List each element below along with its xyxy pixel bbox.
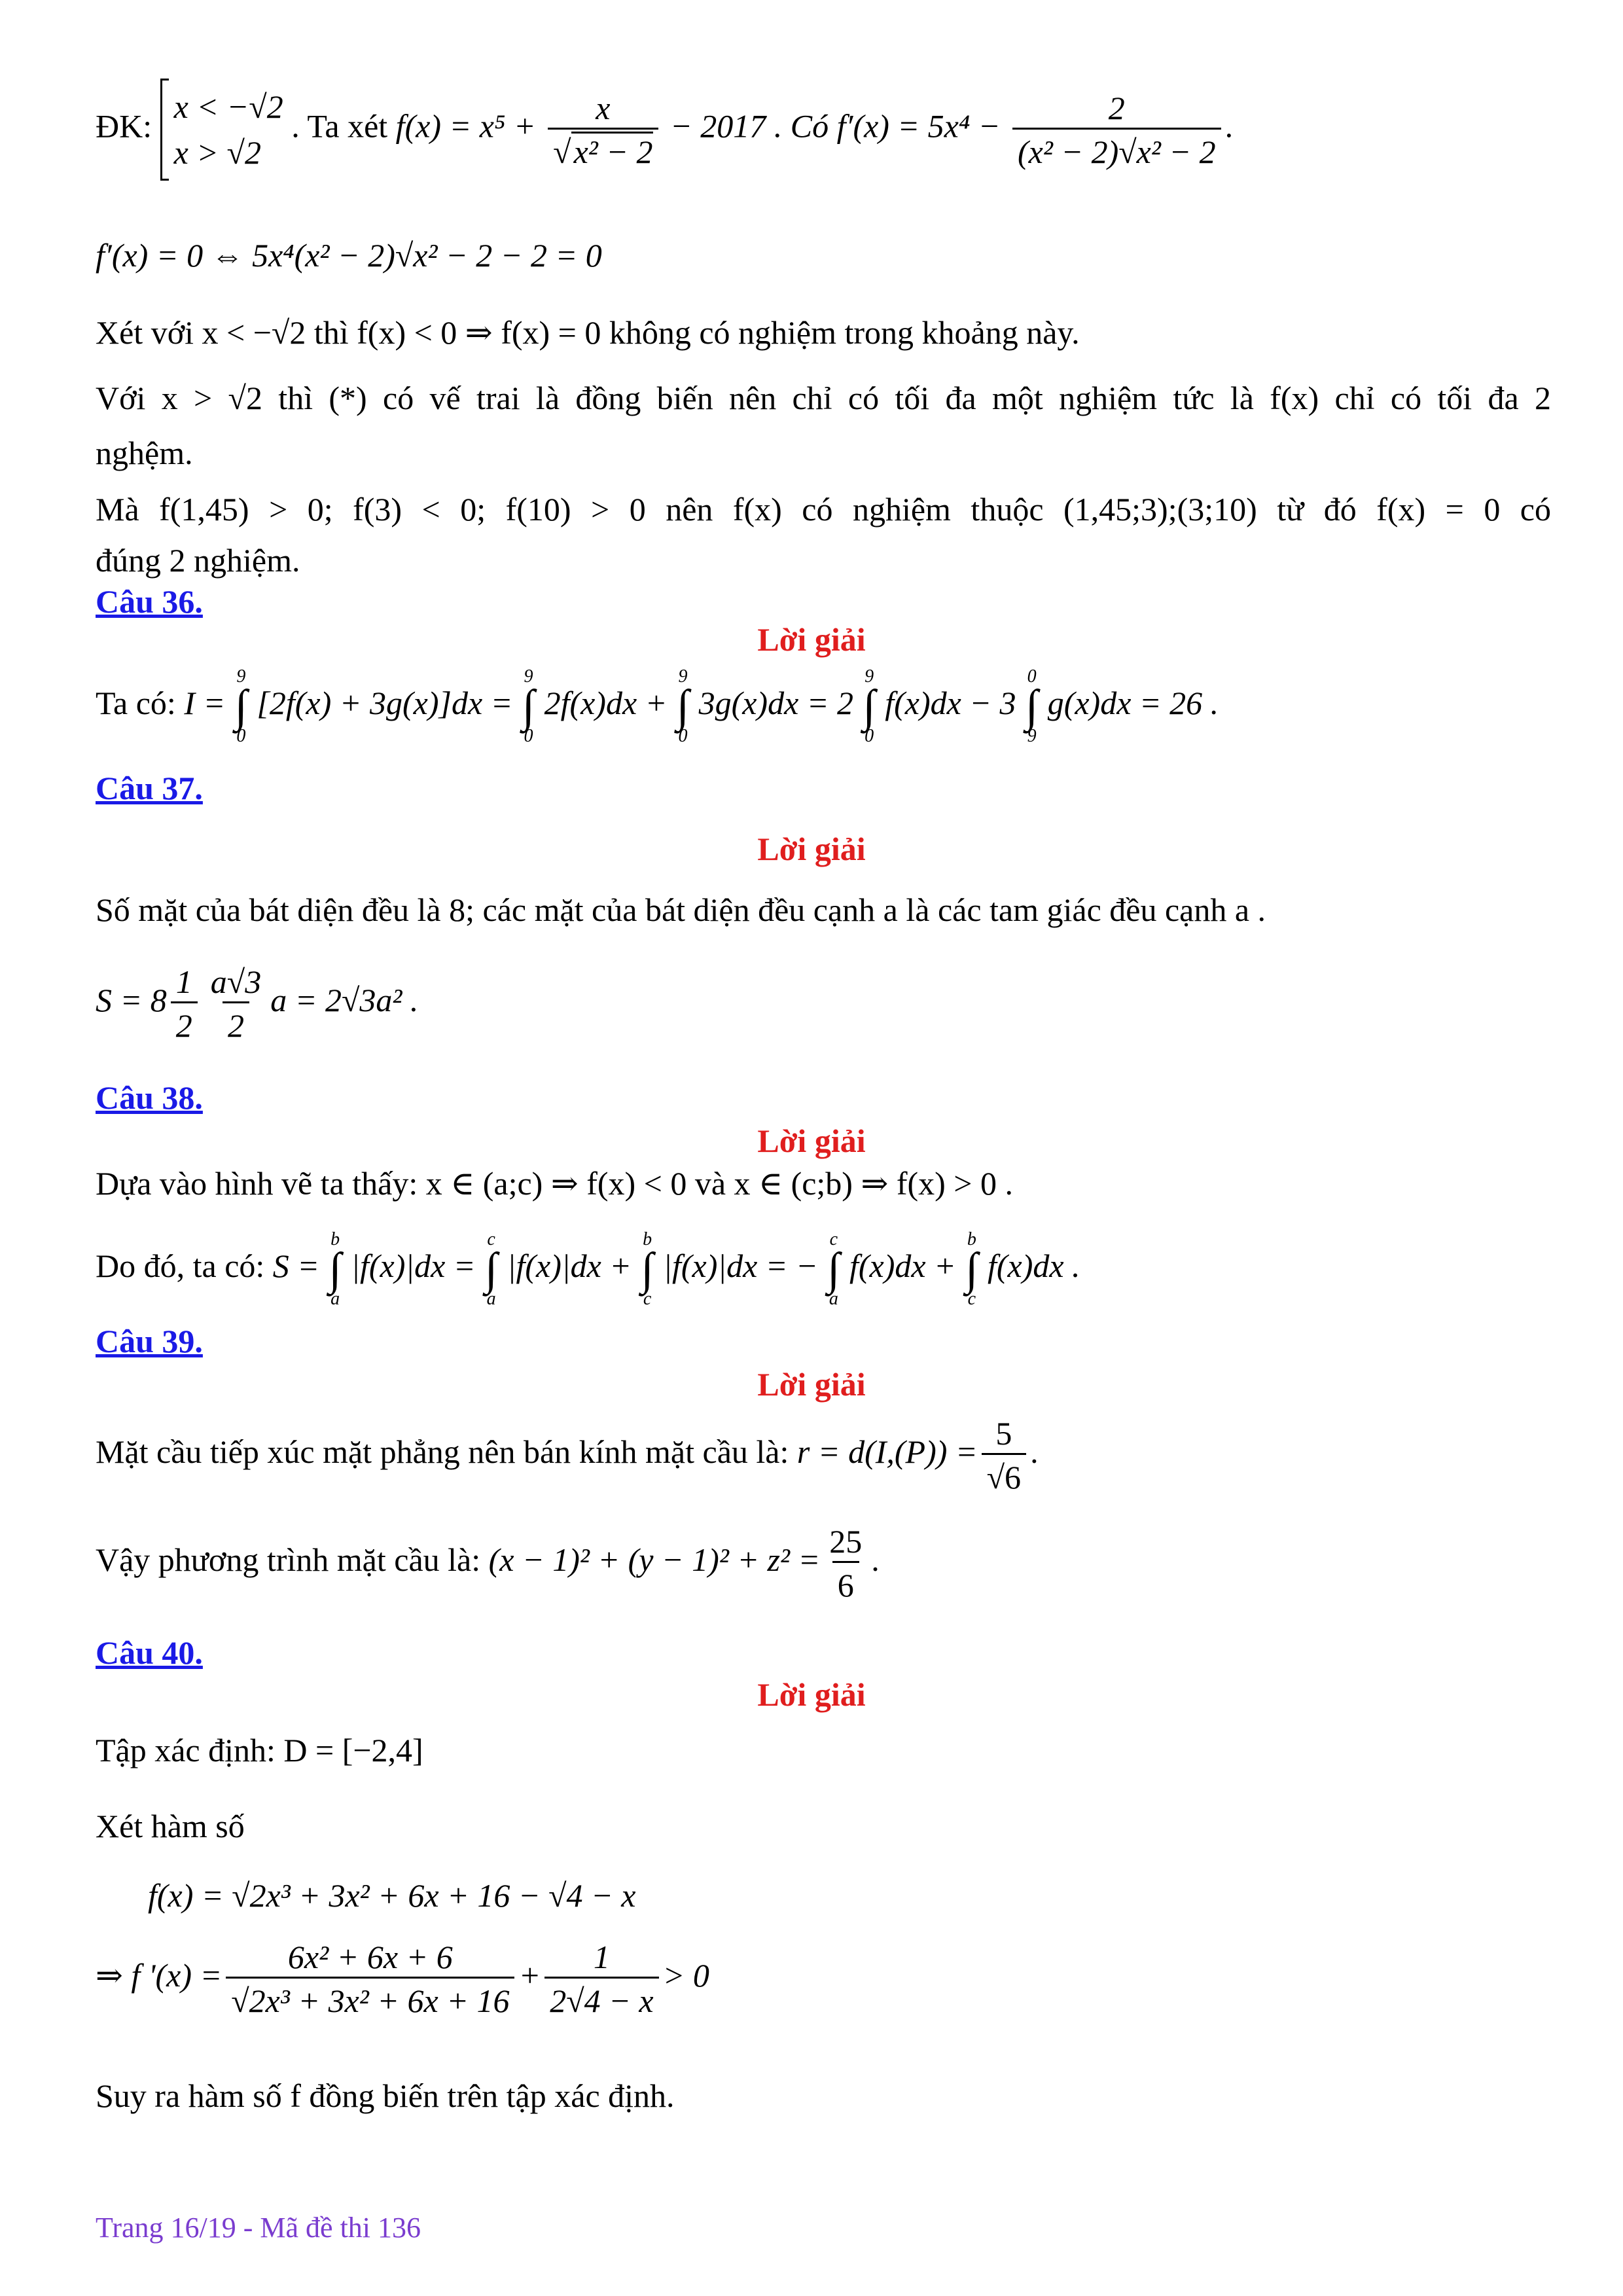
- prev-line-6: Mà f(1,45) > 0; f(3) < 0; f(10) > 0 nên f(x) có nghiệm thuộc (1,45;3);(3;10) từ đó f(x) = 0 có: [96, 491, 1551, 528]
- q39-dot: .: [1030, 1433, 1039, 1470]
- q39-title: Câu 39.: [96, 1323, 203, 1359]
- taxet-text: . Ta xét: [291, 107, 388, 145]
- q39-eq-den: 6: [832, 1561, 859, 1605]
- q36-equation: [96, 668, 1219, 745]
- lower-limit: 0: [678, 726, 688, 746]
- f-def-den: x² − 2: [571, 132, 653, 170]
- f-def-a: f(x) = x⁵ +: [395, 107, 536, 145]
- q36-f: g(x)dx = 26 .: [1047, 684, 1219, 721]
- q39-eq-a: (x − 1)² + (y − 1)² + z² =: [488, 1541, 821, 1578]
- q36-b: [2f(x) + 3g(x)]dx =: [257, 684, 513, 721]
- q40-title: Câu 40.: [96, 1634, 203, 1671]
- q38-solution-label: Lời giải: [757, 1122, 866, 1159]
- prev-line-7: đúng 2 nghiệm.: [96, 542, 300, 579]
- q36-lead: Ta có:: [96, 684, 176, 721]
- prev-line-3: Xét với x < −√2 thì f(x) < 0 ⇒ f(x) = 0 không có nghiệm trong khoảng này.: [96, 314, 1080, 351]
- integral-sign: c ∫ a: [485, 1229, 498, 1309]
- fp-def-den: (x² − 2)√x² − 2: [1012, 128, 1221, 171]
- dk-label: ĐK:: [96, 107, 152, 145]
- integral-sign: b ∫ c: [641, 1229, 654, 1309]
- integral-sign: c ∫ a: [827, 1229, 840, 1309]
- q39-solution-label: Lời giải: [757, 1366, 866, 1403]
- upper-limit: 9: [678, 666, 688, 687]
- q37-s-b: a = 2√3a² .: [270, 981, 419, 1018]
- q36-title: Câu 36.: [96, 583, 203, 620]
- q37-frac-1-den: 2: [171, 1001, 198, 1045]
- q40-f: f(x) = √2x³ + 3x² + 6x + 16 − √4 − x: [148, 1877, 636, 1914]
- q40-solution-label: Lời giải: [757, 1676, 866, 1713]
- integral-sign: 0 ∫ 9: [1026, 666, 1039, 746]
- q40-gt: > 0: [662, 1956, 709, 1994]
- upper-limit: 9: [236, 666, 246, 687]
- f-def-frac: [548, 88, 658, 171]
- q37-solution-label: Lời giải: [757, 831, 866, 867]
- q39-eq-frac: [824, 1522, 867, 1605]
- q37-text: Số mặt của bát diện đều là 8; các mặt của bát diện đều cạnh a là các tam giác đều cạnh a .: [96, 891, 1266, 928]
- q37-equation: [96, 962, 418, 1045]
- upper-limit: 9: [865, 666, 874, 687]
- q39-r-a: r = d(I,(P)) =: [796, 1433, 978, 1470]
- q40-fp-frac-2: [544, 1937, 658, 2020]
- q37-frac-1: [171, 962, 198, 1045]
- upper-limit: b: [643, 1229, 652, 1249]
- q37-title: Câu 37.: [96, 770, 203, 806]
- dk-case-1: x < −√2: [173, 88, 283, 125]
- fp-def-frac: [1012, 88, 1221, 171]
- q36-d: 3g(x)dx = 2: [698, 684, 854, 721]
- f-def-num: x: [596, 89, 611, 126]
- integral-sign: b ∫ c: [965, 1229, 978, 1309]
- integral-sign: 9 ∫ 0: [522, 666, 535, 746]
- q36-e: f(x)dx − 3: [885, 684, 1016, 721]
- lower-limit: 9: [1027, 726, 1037, 746]
- q38-title: Câu 38.: [96, 1079, 203, 1116]
- prev-line-5: nghệm.: [96, 435, 193, 471]
- q40-fp-a: ⇒ f '(x) =: [96, 1956, 223, 1994]
- q38-a: S =: [272, 1247, 320, 1284]
- q39-line-1: [96, 1414, 1039, 1497]
- q39-text-2: Vậy phương trình mặt cầu là:: [96, 1541, 481, 1578]
- q40-fp-frac-1: [226, 1937, 514, 2020]
- fp-def-num: 2: [1108, 89, 1125, 126]
- q39-r-frac: [982, 1414, 1026, 1497]
- f-def-den-wrap: √x² − 2: [548, 128, 658, 171]
- q37-s-a: S = 8: [96, 981, 167, 1018]
- q38-d: |f(x)|dx = −: [663, 1247, 818, 1284]
- q38-b: |f(x)|dx =: [351, 1247, 476, 1284]
- lower-limit: 0: [524, 726, 533, 746]
- q39-line-2: [96, 1522, 880, 1605]
- upper-limit: c: [487, 1229, 495, 1249]
- q40-xet: Xét hàm số: [96, 1808, 245, 1844]
- q40-fp-num-2: 1: [593, 1939, 610, 1975]
- q38-equation: [96, 1230, 1080, 1308]
- upper-limit: b: [330, 1229, 340, 1249]
- cases-bracket: [160, 79, 169, 181]
- lower-limit: a: [330, 1289, 340, 1309]
- q39-eq-num: 25: [829, 1523, 863, 1560]
- q39-r-num: 5: [995, 1415, 1012, 1452]
- q40-domain: Tập xác định: D = [−2,4]: [96, 1732, 423, 1768]
- lower-limit: 0: [236, 726, 246, 746]
- lower-limit: a: [486, 1289, 496, 1309]
- lower-limit: a: [829, 1289, 838, 1309]
- q37-frac-2: [205, 962, 266, 1045]
- upper-limit: b: [967, 1229, 976, 1249]
- q37-frac-2-den: 2: [223, 1001, 249, 1045]
- lower-limit: 0: [865, 726, 874, 746]
- q40-conclusion: Suy ra hàm số f đồng biến trên tập xác định.: [96, 2077, 675, 2114]
- q36-solution-label: Lời giải: [757, 621, 866, 658]
- page-footer: Trang 16/19 - Mã đề thi 136: [96, 2212, 421, 2244]
- prev-line-4: Với x > √2 thì (*) có vế trai là đồng biến nên chỉ có tối đa một nghiệm tức là f(x) chỉ có tối đa 2: [96, 380, 1551, 416]
- dk-cases: [174, 84, 283, 175]
- integral-sign: b ∫ a: [329, 1229, 342, 1309]
- fp-def-a: f′(x) = 5x⁴ −: [836, 107, 1001, 145]
- q38-f: f(x)dx .: [987, 1247, 1080, 1284]
- q38-lead: Do đó, ta có:: [96, 1247, 265, 1284]
- q39-r-den: √6: [982, 1453, 1026, 1497]
- f-def-b: − 2017 . Có: [670, 107, 829, 145]
- dk-line: ĐK: x < −√2 x > √2 . Ta xét f(x) = x⁵ + $\frac{x}{\text{√x² − 2}}$ − 2017 . Có f′(x) = 5x⁴ − $\frac{2}{\text{(x² − 2)√x² − 2}}$ .: [96, 79, 1233, 181]
- upper-limit: c: [829, 1229, 838, 1249]
- q38-text-1: Dựa vào hình vẽ ta thấy: x ∈ (a;c) ⇒ f(x) < 0 và x ∈ (c;b) ⇒ f(x) > 0 .: [96, 1165, 1014, 1202]
- q40-fp-num-1: 6x² + 6x + 6: [287, 1939, 453, 1975]
- q36-c: 2f(x)dx +: [544, 684, 668, 721]
- q40-fp-den-1: √2x³ + 3x² + 6x + 16: [226, 1977, 514, 2020]
- lower-limit: c: [643, 1289, 652, 1309]
- q39-dot-2: .: [871, 1541, 880, 1578]
- upper-limit: 0: [1027, 666, 1037, 687]
- upper-limit: 9: [524, 666, 533, 687]
- q40-fp: [96, 1937, 709, 2020]
- integral-sign: 9 ∫ 0: [676, 666, 690, 746]
- q37-frac-1-num: 1: [175, 963, 192, 1000]
- q40-plus: +: [518, 1956, 541, 1994]
- dk-case-2: x > √2: [173, 134, 261, 171]
- q40-fp-den-2: 2√4 − x: [544, 1977, 658, 2020]
- prev-line-2: f′(x) = 0 ⇔ 5x⁴(x² − 2)√x² − 2 − 2 = 0: [96, 237, 602, 274]
- integral-sign: 9 ∫ 0: [863, 666, 876, 746]
- q37-frac-2-num: a√3: [210, 963, 262, 1000]
- integral-sign: 9 ∫ 0: [234, 666, 247, 746]
- q39-text-1: Mặt cầu tiếp xúc mặt phẳng nên bán kính mặt cầu là:: [96, 1433, 789, 1470]
- q38-c: |f(x)|dx +: [507, 1247, 632, 1284]
- q38-e: f(x)dx +: [849, 1247, 956, 1284]
- lower-limit: c: [967, 1289, 976, 1309]
- q36-a: I =: [184, 684, 226, 721]
